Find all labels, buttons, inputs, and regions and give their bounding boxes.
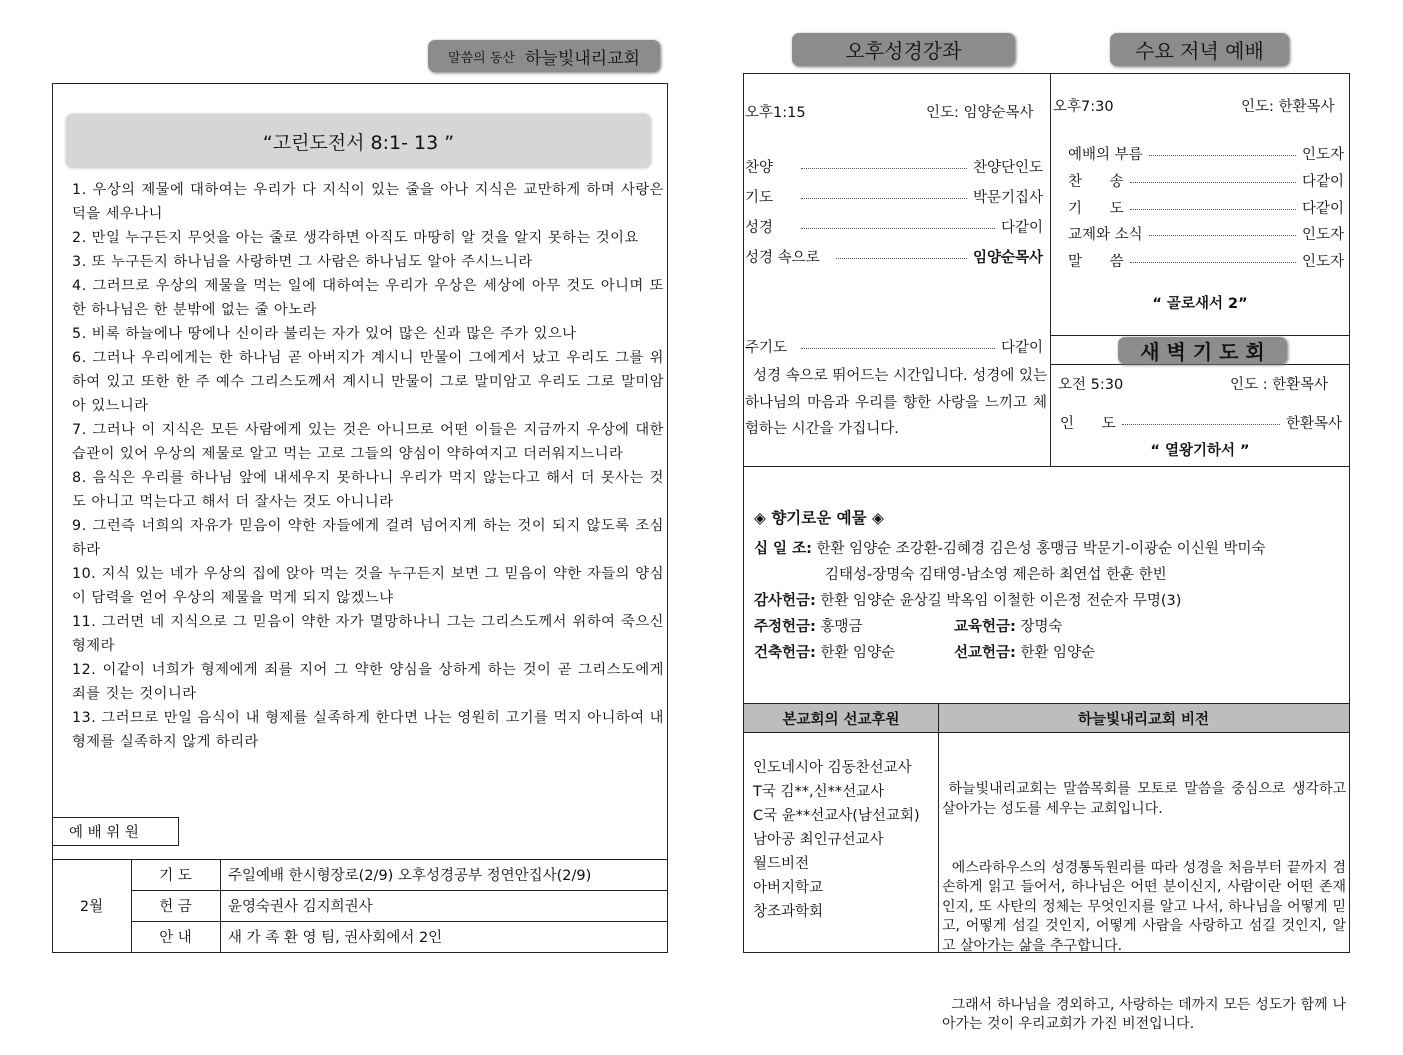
order-item: 성경 (745, 220, 774, 236)
mission-item: 인도네시아 김동찬선교사 (753, 760, 912, 776)
order-item: 인 도 (1060, 416, 1116, 432)
offerings-heading: ◈ 향기로운 예물 ◈ (754, 509, 884, 527)
committee-role: 기 도 (159, 868, 192, 884)
afternoon-time: 오후1:15 (745, 105, 806, 121)
wednesday-leader: 인도: 한환목사 (1241, 99, 1335, 115)
order-person: 임양순목사 (972, 250, 1043, 266)
thanks-names: 한환 임양순 윤상길 박옥임 이철한 이은정 전순자 무명(3) (820, 593, 1182, 609)
order-item: 말 씀 (1068, 254, 1124, 270)
committee-month: 2월 (79, 899, 104, 915)
missions-list (753, 756, 920, 924)
wednesday-scripture: “ 골로새서 2” (1152, 296, 1248, 312)
verse: 10. 지식 있는 네가 우상의 집에 앉아 먹는 것을 누구든지 보면 그 믿음이 약한 자들의 양심이 담력을 얻어 우상의 제물을 먹게 되지 않겠느냐 (72, 566, 664, 606)
building-names: 한환 임양순 (820, 645, 896, 661)
order-item: 찬 송 (1068, 174, 1124, 190)
committee-role: 헌 금 (159, 899, 192, 915)
order-item: 성경 속으로 (745, 250, 820, 266)
order-item: 기도 (745, 190, 774, 206)
committee-detail: 주일예배 한시형장로(2/9) 오후성경공부 정연안집사(2/9) (228, 868, 592, 884)
church-name: 하늘빛내리교회 (524, 48, 640, 69)
weekly-label: 주정헌금: (754, 619, 816, 635)
education-names: 장명숙 (1020, 619, 1063, 635)
vision-paragraph: 그래서 하나님을 경외하고, 사랑하는 데까지 모든 성도가 함께 나아가는 것이 우리교회가 가진 비전입니다. (942, 996, 1346, 1033)
order-person: 다같이 (1301, 174, 1344, 190)
order-person: 인도자 (1301, 227, 1344, 243)
committee-role: 안 내 (159, 930, 192, 946)
vision-paragraph: 하늘빛내리교회는 말씀목회를 모토로 말씀을 중심으로 생각하고 살아가는 성도를 세우는 교회입니다. (942, 781, 1351, 817)
tithe-names: 한환 임양순 조강환-김혜경 김은성 홍맹금 박문기-이광순 이신원 박미숙 (816, 541, 1266, 557)
verse: 1. 우상의 제물에 대하여는 우리가 다 지식이 있는 줄을 아나 지식은 교만하게 하며 사랑은 덕을 세우나니 (72, 182, 664, 222)
verse: 7. 그러나 이 지식은 모든 사람에게 있는 것은 아니므로 어떤 이들은 지금까지 우상에 대한 습관이 있어 우상의 제물로 알고 먹는 고로 그들의 양심이 약하여지고 더러워지느니라 (72, 422, 664, 462)
mission-item: 남아공 최인규선교사 (753, 832, 884, 848)
church-motto: 말씀의 동산 (448, 50, 515, 66)
verse: 9. 그런즉 너희의 자유가 믿음이 약한 자들에게 걸려 넘어지게 하는 것이 되지 않도록 조심하라 (72, 518, 664, 558)
church-name-tag (428, 40, 660, 72)
committee-detail: 새 가 족 환 영 팀, 권사회에서 2인 (228, 930, 443, 946)
education-label: 교육헌금: (954, 619, 1016, 635)
dawn-scripture: “ 열왕기하서 ” (1150, 443, 1250, 459)
mission-item: T국 김**,신**선교사 (753, 784, 885, 800)
vision-text (942, 741, 1351, 1055)
order-item: 교제와 소식 (1068, 227, 1143, 243)
mission-item: 창조과학회 (753, 904, 824, 920)
order-item: 찬양 (745, 160, 774, 176)
order-person: 다같이 (1000, 340, 1043, 356)
tithe-label: 십 일 조: (754, 541, 812, 557)
wednesday-time: 오후7:30 (1053, 99, 1114, 115)
vision-heading: 하늘빛내리교회 비전 (1077, 711, 1210, 728)
afternoon-description: 성경 속으로 뛰어드는 시간입니다. 성경에 있는 하나님의 마음과 우리를 향한 사랑을 느끼고 체험하는 시간을 가집니다. (745, 368, 1047, 437)
building-label: 건축헌금: (754, 645, 816, 661)
order-person: 한환목사 (1285, 416, 1342, 432)
wednesday-title: 수요 저녁 예배 (1110, 33, 1289, 66)
mission-item: C국 윤**선교사(남선교회) (753, 808, 920, 824)
missions-heading: 본교회의 선교후원 (782, 711, 900, 728)
mission-item: 아버지학교 (753, 880, 824, 896)
verse: 8. 음식은 우리를 하나님 앞에 내세우지 못하나니 우리가 먹지 않는다고 해서 더 못사는 것도 아니고 먹는다고 해서 더 잘사는 것도 아니니라 (72, 470, 664, 510)
verse: 5. 비록 하늘에나 땅에나 신이라 불리는 자가 있어 많은 신과 많은 주가 있으나 (72, 326, 577, 342)
scripture-title: “고린도전서 8:1- 13 ” (66, 114, 651, 168)
order-item: 주기도 (745, 340, 788, 356)
order-person: 인도자 (1301, 147, 1344, 163)
dawn-leader: 인도 : 한환목사 (1230, 377, 1329, 393)
order-person: 찬양단인도 (972, 160, 1043, 176)
order-item: 기 도 (1068, 201, 1124, 217)
thanks-label: 감사헌금: (754, 593, 816, 609)
order-person: 다같이 (1301, 201, 1344, 217)
dawn-title: 새 벽 기 도 회 (1118, 337, 1287, 364)
afternoon-leader: 인도: 임양순목사 (926, 105, 1034, 121)
verse: 6. 그러나 우리에게는 한 하나님 곧 아버지가 계시니 만물이 그에게서 났고 우리도 그를 위하여 있고 또한 한 주 예수 그리스도께서 계시니 만물이 그로 말미암고 우리도 그로 말미암아 있느니라 (72, 350, 664, 414)
tithe-names-cont: 김태성-장명숙 김태영-남소영 제은하 최연섭 한훈 한빈 (825, 567, 1167, 583)
verse: 12. 이같이 너희가 형제에게 죄를 지어 그 약한 양심을 상하게 하는 것이 곧 그리스도에게 죄를 짓는 것이니라 (72, 662, 664, 702)
weekly-names: 홍맹금 (820, 619, 863, 635)
order-item: 예배의 부름 (1068, 147, 1143, 163)
order-person: 박문기집사 (972, 190, 1043, 206)
mission-item: 월드비전 (753, 856, 810, 872)
afternoon-title: 오후성경강좌 (792, 33, 1015, 66)
mission-names: 한환 임양순 (1020, 645, 1096, 661)
verse: 2. 만일 누구든지 무엇을 아는 줄로 생각하면 아직도 마땅히 알 것을 알지 못하는 것이요 (72, 230, 639, 246)
scripture-text (72, 178, 664, 754)
verse: 11. 그러면 네 지식으로 그 믿음이 약한 자가 멸망하나니 그는 그리스도께서 위하여 죽으신 형제라 (72, 614, 664, 654)
verse: 13. 그러므로 만일 음식이 내 형제를 실족하게 한다면 나는 영원히 고기를 먹지 아니하여 내 형제를 실족하지 않게 하리라 (72, 710, 664, 750)
committee-detail: 윤영숙권사 김지희권사 (228, 899, 373, 915)
dawn-time: 오전 5:30 (1058, 377, 1124, 393)
vision-paragraph: 에스라하우스의 성경통독원리를 따라 성경을 처음부터 끝까지 겸손하게 읽고 들어서, 하나님은 어떤 분이신지, 사람이란 어떤 존재인지, 또 사탄의 정체는 무엇인지를 알고 나서, 하나님을 어떻게 믿고, 어떻게 섬길 것인지, 어떻게 사람을 사랑하고 섬길 것인지, 알고 살아가는 삶을 추구합니다. (942, 859, 1346, 954)
order-person: 인도자 (1301, 254, 1344, 270)
committee-label: 예 배 위 원 (52, 817, 179, 846)
order-person: 다같이 (1000, 220, 1043, 236)
mission-label: 선교헌금: (954, 645, 1016, 661)
verse: 3. 또 누구든지 하나님을 사랑하면 그 사람은 하나님도 알아 주시느니라 (72, 254, 533, 270)
verse: 4. 그러므로 우상의 제물을 먹는 일에 대하여는 우리가 우상은 세상에 아무 것도 아니며 또한 하나님은 한 분밖에 없는 줄 아노라 (72, 278, 664, 318)
